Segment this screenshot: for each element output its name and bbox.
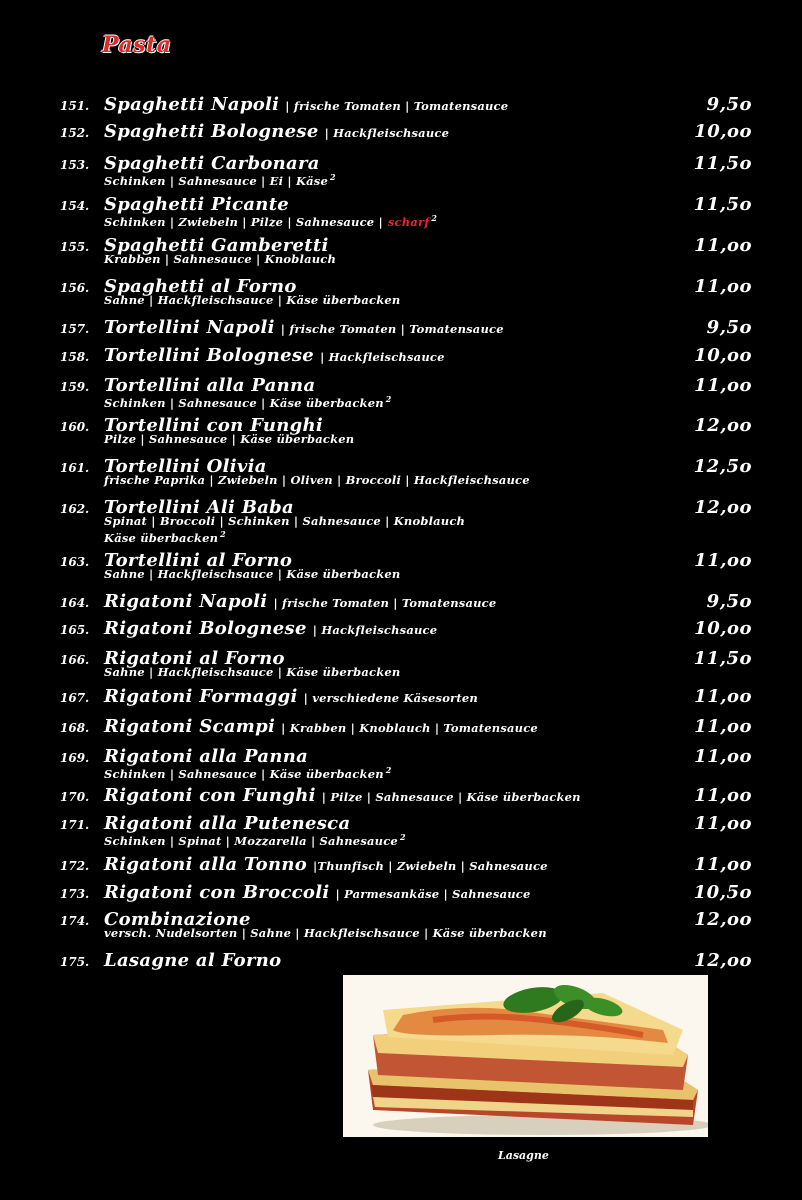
item-name-line [104, 345, 445, 366]
item-number: 161. [60, 461, 90, 475]
item-number: 170. [60, 790, 90, 804]
item-number: 171. [60, 818, 90, 832]
item-inline-description: | Pilze | Sahnesauce | Käse überbacken [321, 790, 581, 804]
item-price: 11,oo [694, 276, 752, 297]
item-name: Spaghetti Carbonara [104, 153, 320, 174]
item-number: 160. [60, 420, 90, 434]
lasagne-photo [343, 975, 708, 1137]
item-number: 174. [60, 914, 90, 928]
item-number: 169. [60, 751, 90, 765]
item-name: Spaghetti Picante [104, 194, 290, 215]
item-description [104, 764, 392, 781]
item-name: Combinazione [104, 909, 251, 930]
item-number: 158. [60, 350, 90, 364]
item-inline-description: | Hackfleischsauce [312, 623, 438, 637]
item-name: Tortellini al Forno [104, 550, 293, 571]
item-name: Lasagne al Forno [104, 950, 282, 971]
item-description-text: Schinken | Sahnesauce | Käse überbacken [104, 395, 384, 410]
item-number: 167. [60, 691, 90, 705]
item-price: 11,oo [694, 813, 752, 834]
item-number: 162. [60, 502, 90, 516]
item-description-text: frische Paprika | Zwiebeln | Oliven | Broccoli | Hackfleischsauce [104, 473, 530, 487]
item-price: 11,oo [694, 375, 752, 396]
item-name-line [104, 618, 437, 639]
item-price: 11,oo [694, 785, 752, 806]
item-price: 11,5o [693, 153, 752, 174]
item-number: 166. [60, 653, 90, 667]
footnote-marker: 2 [220, 529, 226, 539]
item-name: Spaghetti Bolognese [104, 121, 319, 142]
item-name-line [104, 686, 478, 707]
item-price: 9,5o [706, 94, 752, 115]
lasagne-image [343, 975, 708, 1137]
item-number: 168. [60, 721, 90, 735]
item-inline-description: | Hackfleischsauce [324, 126, 450, 140]
item-name: Spaghetti Gamberetti [104, 235, 329, 256]
item-description-text: Schinken | Zwiebeln | Pilze | Sahnesauce | [104, 214, 383, 229]
item-price: 11,oo [694, 235, 752, 256]
item-name-line [104, 94, 508, 115]
item-description-text: Sahne | Hackfleischsauce | Käse überbacken [104, 665, 401, 679]
item-name: Tortellini Ali Baba [104, 497, 295, 518]
item-price: 11,5o [693, 648, 752, 669]
item-name-line [104, 854, 548, 875]
item-inline-description: | frische Tomaten | Tomatensauce [285, 99, 509, 113]
item-description-text: Schinken | Spinat | Mozzarella | Sahnesauce [104, 833, 398, 848]
item-description-text: Pilze | Sahnesauce | Käse überbacken [104, 432, 355, 446]
item-price: 12,oo [694, 415, 752, 436]
item-number: 156. [60, 281, 90, 295]
item-price: 9,5o [706, 591, 752, 612]
item-description [104, 831, 406, 848]
item-name: Spaghetti Napoli [104, 94, 280, 115]
item-description [104, 393, 392, 410]
item-name-line [104, 591, 496, 612]
item-inline-description: | Hackfleischsauce [320, 350, 445, 364]
item-price: 11,oo [694, 854, 752, 875]
item-name: Rigatoni Napoli [104, 591, 268, 612]
item-price: 11,oo [694, 716, 752, 737]
item-name: Rigatoni alla Panna [104, 746, 309, 767]
item-number: 154. [60, 199, 90, 213]
footnote-marker: 2 [385, 394, 392, 404]
item-price: 11,oo [694, 686, 752, 707]
footnote-marker: 2 [399, 832, 406, 842]
item-description [104, 253, 336, 266]
item-name-line [104, 950, 281, 971]
item-number: 164. [60, 596, 90, 610]
item-description-text: Krabben | Sahnesauce | Knoblauch [104, 252, 337, 266]
item-name: Tortellini Napoli [104, 317, 275, 338]
item-name-line [104, 121, 449, 142]
item-name: Tortellini Bolognese [104, 345, 315, 366]
section-title: Pasta [102, 32, 172, 58]
item-name: Rigatoni alla Putenesca [104, 813, 351, 834]
item-price: 10,oo [694, 345, 752, 366]
footnote-marker: 2 [330, 172, 336, 182]
footnote-marker: 2 [431, 213, 438, 223]
item-name: Rigatoni Bolognese [104, 618, 307, 639]
item-price: 10,oo [694, 121, 752, 142]
item-name: Tortellini con Funghi [104, 415, 324, 436]
item-name: Rigatoni Formaggi [104, 686, 298, 707]
item-number: 172. [60, 859, 90, 873]
item-number: 157. [60, 322, 90, 336]
item-description [104, 666, 400, 679]
item-name: Rigatoni con Broccoli [104, 882, 330, 903]
item-price: 12,oo [694, 909, 752, 930]
item-name: Rigatoni alla Tonno [104, 854, 308, 875]
item-inline-description: | verschiedene Käsesorten [303, 691, 478, 705]
item-price: 9,5o [706, 317, 752, 338]
item-inline-description: | Krabben | Knoblauch | Tomatensauce [281, 721, 538, 735]
item-number: 153. [60, 158, 90, 172]
item-number: 165. [60, 623, 90, 637]
item-price: 12,oo [694, 950, 752, 971]
item-name-line [104, 716, 538, 737]
item-description-text: versch. Nudelsorten | Sahne | Hackfleischsauce | Käse überbacken [104, 926, 547, 940]
item-description [104, 927, 547, 940]
item-description-text: Schinken | Sahnesauce | Käse überbacken [104, 766, 384, 781]
item-name: Spaghetti al Forno [104, 276, 297, 297]
item-description-text: Spinat | Broccoli | Schinken | Sahnesauce | Knoblauch [104, 514, 466, 528]
item-description [104, 294, 400, 307]
item-name: Rigatoni Scampi [104, 716, 276, 737]
item-name: Tortellini Olivia [104, 456, 267, 477]
item-inline-description: |Thunfisch | Zwiebeln | Sahnesauce [313, 859, 548, 873]
item-price: 11,oo [694, 550, 752, 571]
item-inline-description: | frische Tomaten | Tomatensauce [273, 596, 497, 610]
item-name: Rigatoni con Funghi [104, 785, 316, 806]
item-price: 10,5o [693, 882, 752, 903]
item-description [104, 433, 354, 446]
item-description [104, 515, 465, 545]
item-price: 10,oo [694, 618, 752, 639]
item-price: 12,oo [694, 497, 752, 518]
footnote-marker: 2 [385, 765, 392, 775]
item-price: 11,5o [693, 194, 752, 215]
item-description-text: Sahne | Hackfleischsauce | Käse überbacken [104, 567, 401, 581]
item-number: 152. [60, 126, 90, 140]
item-description [104, 171, 336, 188]
spicy-label: scharf [387, 214, 430, 229]
item-inline-description: | frische Tomaten | Tomatensauce [280, 322, 504, 336]
item-price: 11,oo [694, 746, 752, 767]
item-name: Rigatoni al Forno [104, 648, 285, 669]
item-description [104, 474, 530, 487]
item-name-line [104, 882, 531, 903]
item-inline-description: | Parmesankäse | Sahnesauce [335, 887, 531, 901]
item-number: 151. [60, 99, 90, 113]
item-price: 12,5o [693, 456, 752, 477]
item-name: Tortellini alla Panna [104, 375, 316, 396]
item-number: 159. [60, 380, 90, 394]
item-description [104, 568, 400, 581]
photo-caption: Lasagne [498, 1149, 549, 1162]
item-description-text: Sahne | Hackfleischsauce | Käse überbacken [104, 293, 401, 307]
item-description [104, 212, 437, 229]
item-name-line [104, 317, 504, 338]
item-name-line [104, 785, 581, 806]
item-number: 163. [60, 555, 90, 569]
item-number: 155. [60, 240, 90, 254]
item-description-line2: Käse überbacken [104, 530, 219, 545]
item-number: 173. [60, 887, 90, 901]
item-number: 175. [60, 955, 90, 969]
item-description-text: Schinken | Sahnesauce | Ei | Käse [104, 173, 328, 188]
